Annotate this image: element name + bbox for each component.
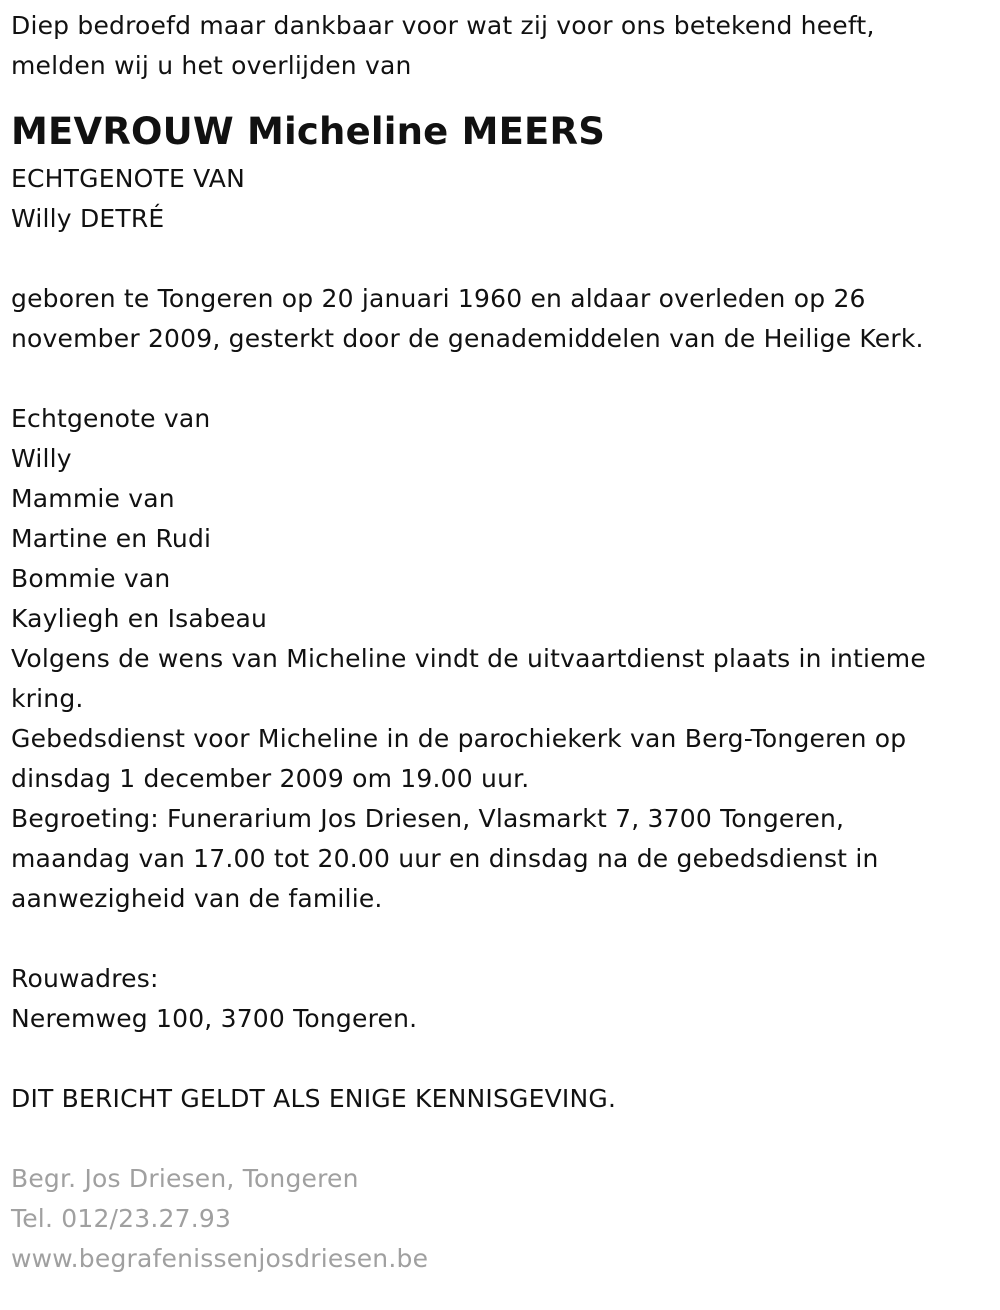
ceremony-line: kring. xyxy=(11,684,84,713)
spacer xyxy=(11,919,986,959)
family-section xyxy=(11,399,986,639)
intro-section xyxy=(11,6,986,86)
address-label: Rouwadres: xyxy=(11,964,159,993)
intro-line: Diep bedroefd maar dankbaar voor wat zij voor ons betekend heeft, xyxy=(11,11,875,40)
undertaker-website: www.begrafenissenjosdriesen.be xyxy=(11,1244,429,1273)
ceremony-line: Begroeting: Funerarium Jos Driesen, Vlasmarkt 7, 3700 Tongeren, xyxy=(11,804,845,833)
undertaker-footer xyxy=(11,1159,986,1279)
birth-death-line: geboren te Tongeren op 20 januari 1960 en aldaar overleden op 26 xyxy=(11,284,866,313)
spacer xyxy=(11,239,986,279)
birth-death-line: november 2009, gesterkt door de genademiddelen van de Heilige Kerk. xyxy=(11,324,924,353)
family-line: Echtgenote van xyxy=(11,404,211,433)
spouse-heading: ECHTGENOTE VAN xyxy=(11,164,245,193)
spouse-name: Willy DETRÉ xyxy=(11,204,165,233)
family-line: Kayliegh en Isabeau xyxy=(11,604,268,633)
ceremony-section xyxy=(11,639,986,919)
address-section xyxy=(11,959,986,1039)
spacer xyxy=(11,1119,986,1159)
family-line: Bommie van xyxy=(11,564,171,593)
family-line: Martine en Rudi xyxy=(11,524,212,553)
undertaker-phone: Tel. 012/23.27.93 xyxy=(11,1204,232,1233)
notice-text: DIT BERICHT GELDT ALS ENIGE KENNISGEVING. xyxy=(11,1084,617,1113)
family-line: Mammie van xyxy=(11,484,175,513)
address-value: Neremweg 100, 3700 Tongeren. xyxy=(11,1004,418,1033)
deceased-name: MEVROUW Micheline MEERS xyxy=(11,110,606,153)
ceremony-line: dinsdag 1 december 2009 om 19.00 uur. xyxy=(11,764,530,793)
family-line: Willy xyxy=(11,444,72,473)
spouse-section xyxy=(11,159,986,239)
birth-death-section xyxy=(11,279,986,359)
obituary-notice xyxy=(11,6,986,1279)
ceremony-line: Volgens de wens van Micheline vindt de uitvaartdienst plaats in intieme xyxy=(11,644,926,673)
ceremony-line: maandag van 17.00 tot 20.00 uur en dinsdag na de gebedsdienst in xyxy=(11,844,879,873)
undertaker-name: Begr. Jos Driesen, Tongeren xyxy=(11,1164,359,1193)
spacer xyxy=(11,1039,986,1079)
spacer xyxy=(11,86,986,100)
ceremony-line: Gebedsdienst voor Micheline in de parochiekerk van Berg-Tongeren op xyxy=(11,724,907,753)
intro-line: melden wij u het overlijden van xyxy=(11,51,412,80)
ceremony-line: aanwezigheid van de familie. xyxy=(11,884,383,913)
spacer xyxy=(11,359,986,399)
